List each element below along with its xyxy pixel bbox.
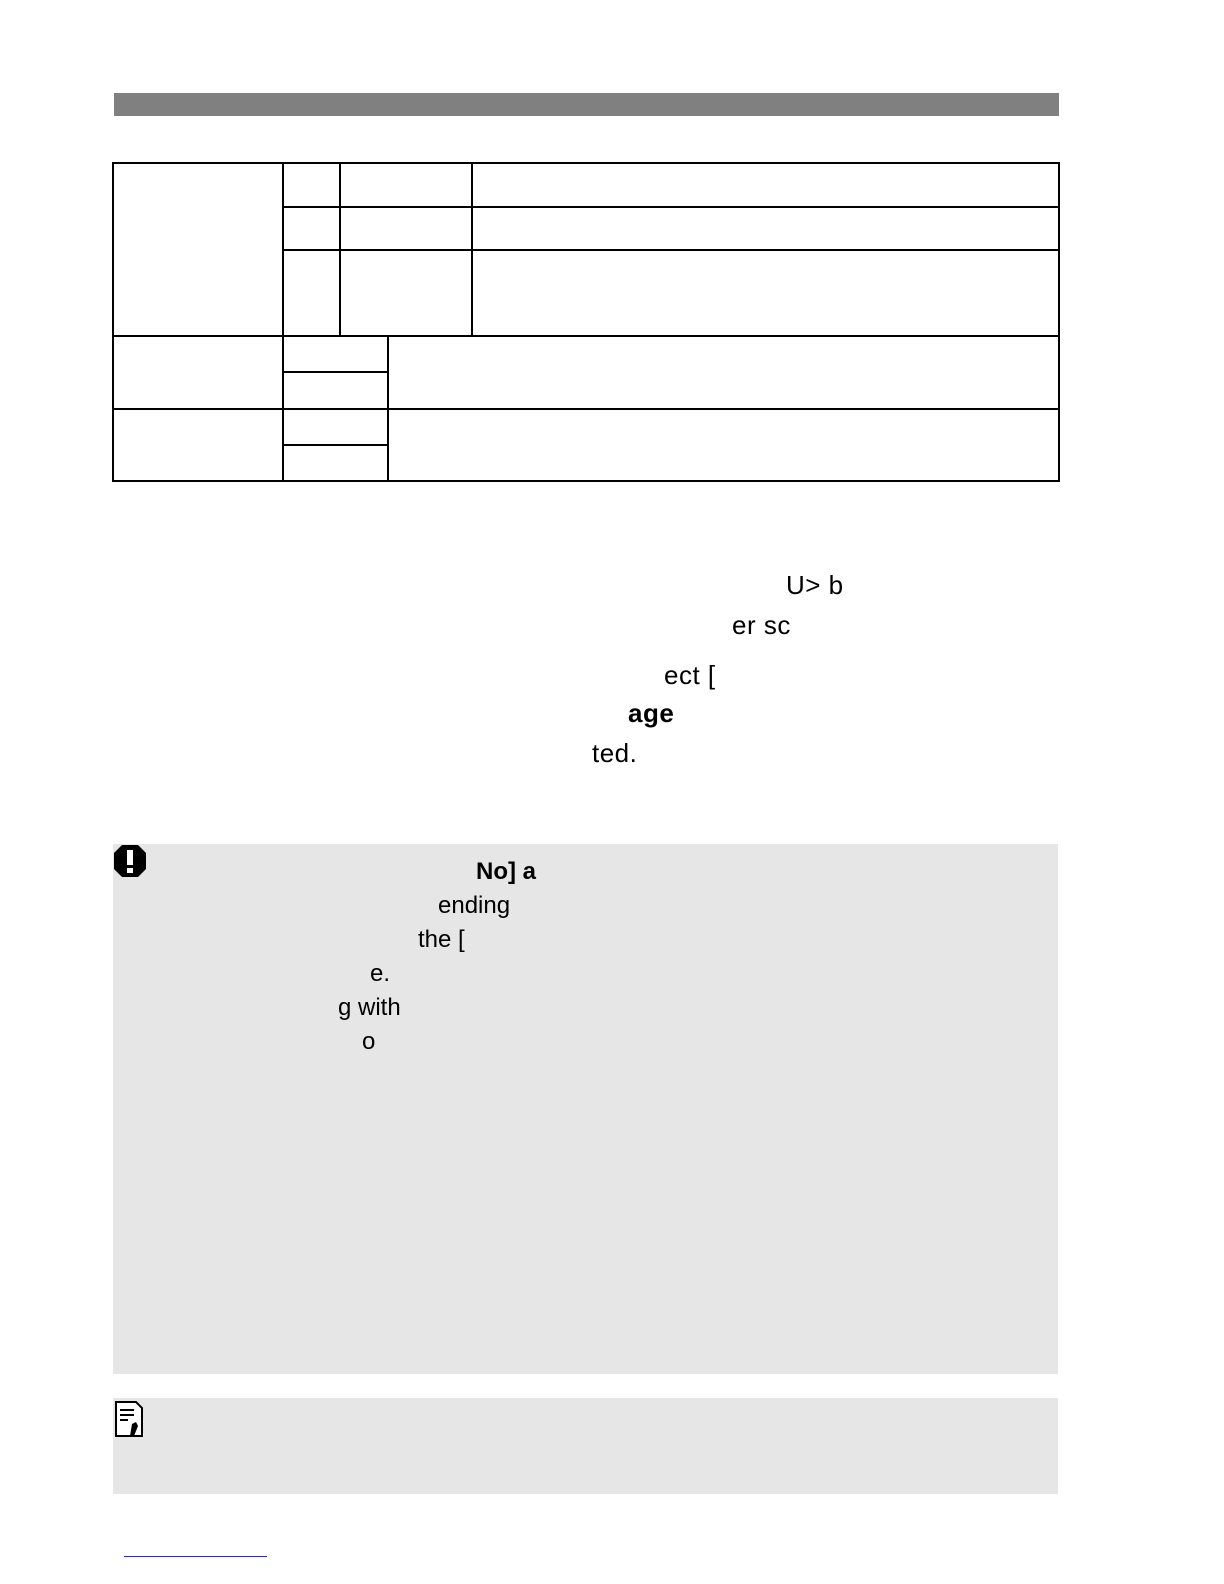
step-text-line: er sc bbox=[732, 610, 791, 640]
caution-text-line: o bbox=[362, 1028, 376, 1055]
table-cell bbox=[283, 445, 388, 481]
table-cell bbox=[388, 336, 1059, 409]
caution-text-line: e. bbox=[370, 960, 391, 987]
caution-text-line: No] a bbox=[476, 858, 536, 885]
settings-table bbox=[112, 162, 1060, 482]
table-cell bbox=[340, 163, 472, 207]
table-cell bbox=[472, 250, 1059, 336]
table-cell bbox=[283, 250, 340, 336]
table-cell bbox=[283, 409, 388, 445]
table-row bbox=[113, 409, 1059, 445]
table-cell bbox=[113, 409, 283, 481]
step-text-line: U> b bbox=[786, 570, 844, 600]
note-icon bbox=[114, 1400, 144, 1438]
table-cell bbox=[283, 372, 388, 409]
table-cell bbox=[283, 207, 340, 250]
caution-box bbox=[113, 844, 1058, 1374]
table-cell bbox=[113, 336, 283, 409]
step-text-line: age bbox=[628, 698, 675, 728]
table-cell bbox=[340, 250, 472, 336]
table-cell bbox=[113, 163, 283, 336]
step-text-line: ect [ bbox=[664, 660, 716, 690]
table-cell bbox=[283, 163, 340, 207]
table-cell bbox=[472, 163, 1059, 207]
table-row bbox=[113, 163, 1059, 207]
table-row bbox=[113, 336, 1059, 372]
table-cell bbox=[283, 336, 388, 372]
section-header-bar bbox=[114, 93, 1059, 116]
table-cell bbox=[472, 207, 1059, 250]
table-cell bbox=[340, 207, 472, 250]
caution-text-line: ending bbox=[438, 892, 511, 919]
step-text-line: ted. bbox=[592, 738, 638, 768]
caution-text-line: the [ bbox=[418, 926, 465, 953]
caution-text-line: g with bbox=[338, 994, 401, 1021]
note-box bbox=[113, 1398, 1058, 1494]
table-cell bbox=[388, 409, 1059, 481]
footer-link-underline[interactable] bbox=[124, 1556, 267, 1557]
caution-icon bbox=[113, 844, 147, 878]
